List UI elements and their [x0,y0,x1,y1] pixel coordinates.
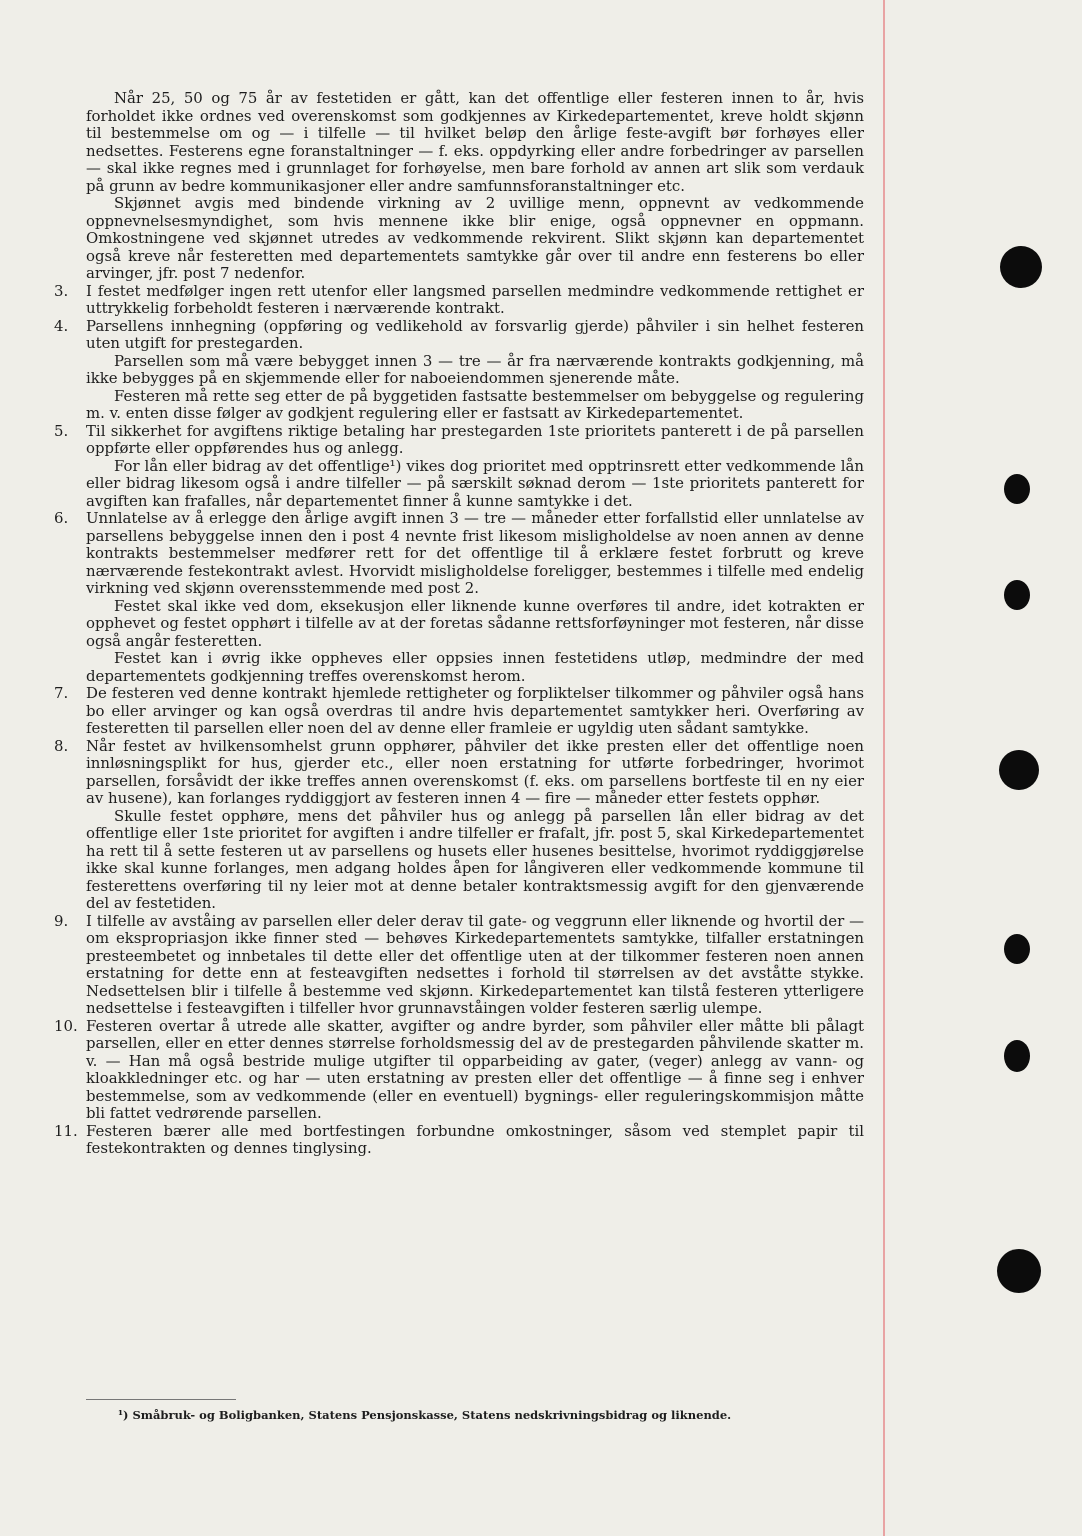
clause-8 [54,736,864,808]
clause-6 [54,509,864,598]
clause-text: Skulle festet opphøre, mens det påhviler hus og anlegg på parsellen lån eller bidrag av det offentlige eller 1ste prioritet for avgiften i andre tilfeller er frafalt, jfr. post 5, skal Kirkedepartementet ha rett til å sette festeren ut av parsellens og husets eller husenes besittelse, hvorimot ryddiggjørelse ikke skal kunne forlanges, men adgang holdes åpen for långiveren eller vedkommende kommune til festerettens overføring til ny leier mot at denne betaler kontraktsmessig avgift for den gjenværende del av festetiden. [86,806,864,912]
clause-number: 9. [54,911,69,930]
clause-7 [54,684,864,738]
clause-text: Festet skal ikke ved dom, eksekusjon eller liknende kunne overføres til andre, idet kotrakten er opphevet og festet opphørt i tilfelle av at der foretas sådanne rettsforføyninger mot festeren, når disse også angår festeretten. [86,596,864,650]
clause-text: Festeren må rette seg etter de på byggetiden fastsatte bestemmelser om bebyggelse og regulering m. v. enten disse følger av godkjent regulering eller er fastsatt av Kirkedepartementet. [86,386,864,422]
clause-text: Når 25, 50 og 75 år av festetiden er gått, kan det offentlige eller festeren innen to år, hvis forholdet ikke ordnes ved overenskomst som godkjennes av Kirkedepartementet, kreve holdt skjønn til bestemmelse om og — i tilfelle — til hvilket beløp den årlige feste-avgift bør forhøyes eller nedsettes. Festerens egne foranstaltninger — f. eks. oppdyrking eller andre forbedringer av parsellen — skal ikke regnes med i grunnlaget for forhøyelse, men bare forhold av annen art slik som verdauk på grunn av bedre kommunikasjoner eller andre samfunnsforanstaltninger etc. [86,89,864,195]
footnote-rule [86,1399,236,1400]
clause-number: 8. [54,736,69,755]
clause-number: 4. [54,316,69,335]
paragraph [86,650,864,685]
margin-rule [883,0,885,1536]
punch-hole [1004,580,1030,610]
paragraph [86,808,864,913]
clause-number: 11. [54,1121,78,1140]
paragraph [86,90,864,195]
punch-hole [999,750,1039,790]
clause-number: 6. [54,509,69,527]
paragraph [86,458,864,511]
clause-text: Unnlatelse av å erlegge den årlige avgift innen 3 — tre — måneder etter forfallstid eller unnlatelse av parsellens bebyggelse innen den i post 4 nevnte frist likesom misligholdelse av noen annen av denne kontrakts bestemmelser medfører rett for det offentlige til å erklære festet forbrutt og kreve nærværende festekontrakt avlest. Hvorvidt misligholdelse foreligger, bestemmes i tilfelle med endelig virkning ved skjønn overensstemmende med post 2. [86,509,864,597]
clause-11 [54,1121,864,1158]
paragraph [86,388,864,423]
clause-text: I festet medfølger ingen rett utenfor eller langsmed parsellen medmindre vedkommende rettighet er uttrykkelig forbeholdt festeren i nærværende kontrakt. [86,281,864,317]
clause-text: Når festet av hvilkensomhelst grunn opphører, påhviler det ikke presten eller det offentlige noen innløsningsplikt for hus, gjerder etc., eller noen erstatning for utførte forbedringer, hvorimot parsellen, forsåvidt der ikke treffes annen overenskomst (f. eks. om parsellens bortfeste til en ny eier av husene), kan forlanges ryddiggjort av festeren innen 4 — fire — måneder etter festets opphør. [86,736,864,807]
clause-text: Skjønnet avgis med bindende virkning av 2 uvillige menn, oppnevnt av vedkommende oppnevnelsesmyndighet, som hvis mennene ikke blir enige, også oppnevner en oppmann. Omkostningene ved skjønnet utredes av vedkommende rekvirent. Slikt skjønn kan departementet også kreve når festeretten med departementets samtykke går over til andre enn festerens bo eller arvinger, jfr. post 7 nedenfor. [86,194,864,282]
clause-5 [54,421,864,458]
punch-hole [997,1249,1041,1293]
clause-text: Festet kan i øvrig ikke oppheves eller oppsies innen festetidens utløp, medmindre der med departementets godkjenning treffes overenskomst herom. [86,649,864,685]
clause-text: Parsellen som må være bebygget innen 3 — tre — år fra nærværende kontrakts godkjenning, må ikke bebygges på en skjemmende eller for naboeiendommen sjenerende måte. [86,351,864,387]
paragraph [86,195,864,283]
footnote: ¹) Småbruk- og Boligbanken, Statens Pensjonskasse, Statens nedskrivningsbidrag og liknende. [118,1408,732,1422]
clause-number: 7. [54,684,69,702]
clause-text: De festeren ved denne kontrakt hjemlede rettigheter og forpliktelser tilkommer og påhviler også hans bo eller arvinger og kan også overdras til andre hvis departementet samtykker heri. Overføring av festeretten til parsellen eller noen del av denne eller framleie er ugyldig uten sådant samtykke. [86,684,864,737]
punch-hole [1004,1040,1030,1072]
clause-number: 10. [54,1016,78,1035]
clause-3 [54,281,864,318]
clause-text: Til sikkerhet for avgiftens riktige betaling har prestegarden 1ste prioritets panterett i de på parsellen oppførte eller oppførendes hus og anlegg. [86,421,864,457]
clause-9 [54,911,864,1018]
clause-text: Festeren bærer alle med bortfestingen forbundne omkostninger, såsom ved stemplet papir til festekontrakten og dennes tinglysing. [86,1121,864,1157]
paragraph [86,598,864,651]
clause-text: Festeren overtar å utrede alle skatter, avgifter og andre byrder, som påhviler eller måtte bli pålagt parsellen, eller en etter dennes størrelse forholdsmessig del av de prestegarden påhvilende skatter m. v. — Han må også bestride mulige utgifter til opparbeiding av gater, (veger) anlegg av vann- og kloakkledninger etc. og har — uten erstatning av presten eller det offentlige — å finne seg i enhver bestemmelse, som av vedkommende (eller en eventuell) bygnings- eller reguleringskommisjon måtte bli fattet vedrørende parsellen. [86,1016,864,1122]
clause-number: 3. [54,281,69,300]
paragraph [86,353,864,388]
punch-hole [1004,474,1030,504]
contract-text [54,89,864,1158]
clause-4 [54,316,864,353]
punch-hole [1000,246,1042,288]
clause-10 [54,1016,864,1123]
clause-text: Parsellens innhegning (oppføring og vedlikehold av forsvarlig gjerde) påhviler i sin helhet festeren uten utgift for prestegarden. [86,316,864,352]
clause-text: For lån eller bidrag av det offentlige¹) vikes dog prioritet med opptrinsrett etter vedkommende lån eller bidrag likesom også i andre tilfeller — på særskilt søknad derom — 1ste prioritets panterett for avgiften kan frafalles, når departementet finner å kunne samtykke i det. [86,456,864,510]
clause-text: I tilfelle av avståing av parsellen eller deler derav til gate- og veggrunn eller liknende og hvortil der — om ekspropriasjon ikke finner sted — behøves Kirkedepartementets samtykke, tilfaller erstatningen presteembetet og innbetales til dette eller det offentlige uten at der tilkommer festeren noen annen erstatning for dette enn at festeavgiften nedsettes i forhold til størrelsen av det avståtte stykke. Nedsettelsen blir i tilfelle å bestemme ved skjønn. Kirkedepartementet kan tilstå festeren ytterligere nedsettelse i festeavgiften i tilfeller hvor grunnavståingen volder festeren særlig ulempe. [86,911,864,1017]
punch-hole [1004,934,1030,964]
clause-number: 5. [54,421,69,440]
